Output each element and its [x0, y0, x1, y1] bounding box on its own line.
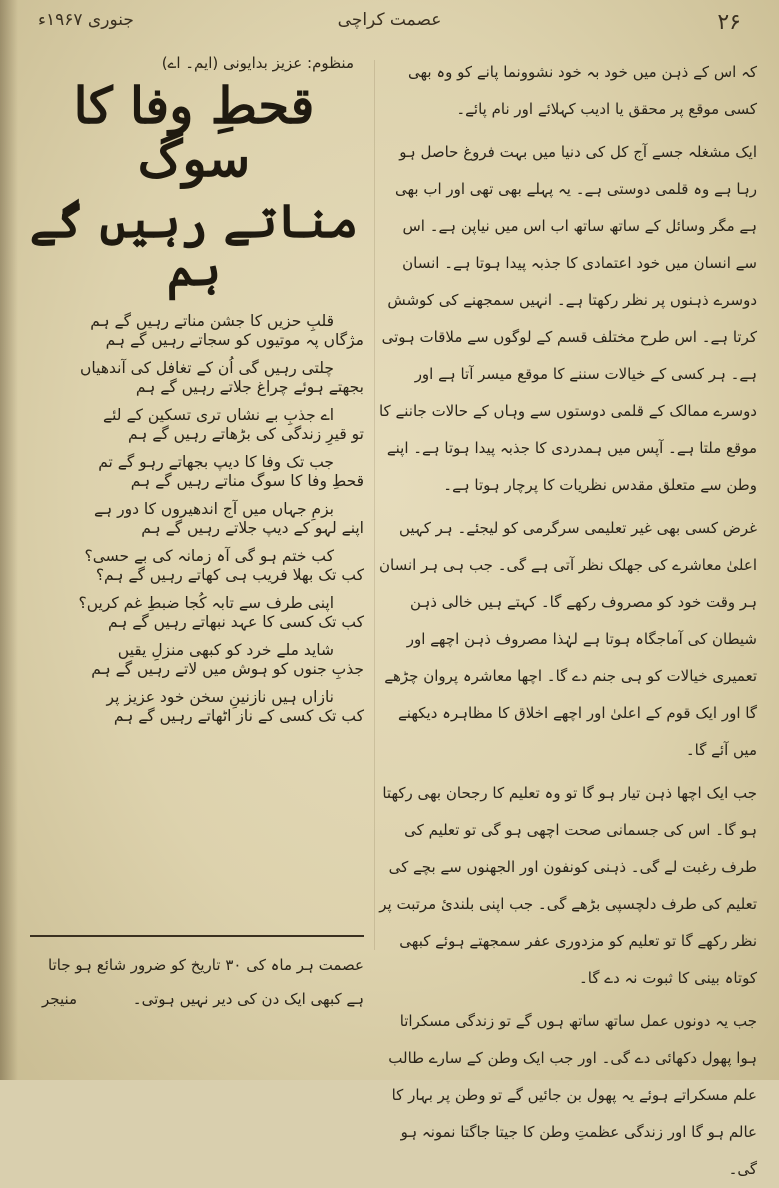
- issue-date: جنوری ۱۹۶۷ء: [38, 10, 134, 30]
- verse-line: کب تک کسی کے ناز اٹھاتے رہیں گے ہم: [113, 706, 364, 725]
- verse-line: قحطِ وفا کا سوگ مناتے رہیں گے ہم: [130, 471, 364, 490]
- poem-couplet: [24, 359, 364, 397]
- verse-line: تو قیرِ زندگی کی بڑھاتے رہیں گے ہم: [127, 424, 364, 443]
- verse-line: کب تک بھلا فریب ہی کھاتے رہیں گے ہم؟: [95, 565, 364, 584]
- verse-line: جب تک وفا کا دیپ بجھاتے رہو گے تم: [98, 452, 334, 471]
- verse-line: کب تک کسی کا عہد نبھاتے رہیں گے ہم: [107, 612, 364, 631]
- poem-couplet: [24, 453, 364, 491]
- article-paragraph: کہ اس کے ذہن میں خود بہ خود نشوونما پانے کو وہ بھی کسی موقع پر محقق یا ادیب کہلائے اور نام پائے۔: [408, 63, 757, 118]
- poem-author: منظوم: عزیز بدایونی (ایم۔ اے): [161, 54, 354, 72]
- verse-line: بجھتے ہوئے چراغ جلاتے رہیں گے ہم: [135, 377, 364, 396]
- verse-line: کب ختم ہو گی آہ زمانہ کی بے حسی؟: [84, 546, 334, 565]
- poem-title-line2: مناتے رہیں گے ہم: [29, 194, 359, 297]
- page-number: ۲۶: [717, 10, 741, 35]
- poem-couplet: [24, 547, 364, 585]
- notice-signature: منیجر: [42, 990, 78, 1008]
- article-column: [377, 54, 757, 1178]
- notice-text: عصمت ہر ماہ کی ۳۰ تاریخ کو ضرور شائع ہو جاتا ہے کبھی ایک دن کی دیر نہیں ہوتی۔: [48, 956, 364, 1008]
- verse-line: بزمِ جہاں میں آج اندھیروں کا دور ہے: [94, 499, 334, 518]
- page-edge-shadow: [0, 0, 18, 1080]
- poem-couplet: [24, 500, 364, 538]
- poem-couplet: [24, 594, 364, 632]
- poem-couplet: [24, 688, 364, 726]
- column-divider: [374, 60, 375, 950]
- verse-line: شاید ملے خرد کو کبھی منزلِ یقیں: [117, 640, 334, 659]
- verse-line: اپنے لہو کے دیپ جلاتے رہیں گے ہم: [141, 518, 364, 537]
- verse-line: اے جذبِ بے نشاں تری تسکین کے لئے: [103, 405, 334, 424]
- verse-line: جذبِ جنوں کو ہوش میں لاتے رہیں گے ہم: [91, 659, 364, 678]
- magazine-name: عصمت کراچی: [337, 10, 442, 30]
- publication-notice: [30, 948, 364, 1016]
- article-paragraph: غرض کسی بھی غیر تعلیمی سرگرمی کو لیجئے۔ ہر کہیں اعلیٰ معاشرے کی جھلک نظر آتی ہے گی۔ جب ہی ہر انسان ہر وقت خود کو مصروف رکھے گا۔ کہتے ہیں خالی ذہن شیطان کی آماجگاہ ہوتا ہے لہٰذا مصروف ذہن اچھے اور تعمیری خیالات کو ہی جنم دے گا۔ اچھا معاشرہ پروان چڑھے گا اور ایک قوم کے اعلیٰ اور اچھے اخلاق کا مظاہرہ دیکھنے میں آئے گا۔: [378, 519, 757, 759]
- article-paragraph: جب یہ دونوں عمل ساتھ ساتھ ہوں گے تو زندگی مسکراتا ہوا پھول دکھائی دے گی۔ اور جب ایک وطن کے سارے طالب علم مسکراتے ہوئے یہ پھول بن جائیں گے تو وطن پر بہار کا عالم ہو گا اور زندگی عظمتِ وطن کا جیتا جاگتا نمونہ ہو گی۔: [388, 1012, 757, 1178]
- page-header: [30, 6, 749, 42]
- verse-line: اپنی طرف سے تابہ کُجا ضبطِ غم کریں؟: [78, 593, 334, 612]
- poem-couplet: [24, 641, 364, 679]
- poem-couplet: [24, 406, 364, 444]
- verse-line: چلتی رہیں گی اُن کے تغافل کی آندھیاں: [80, 358, 334, 377]
- poem-title-line1: قحطِ وفا کا سوگ: [73, 76, 315, 188]
- article-paragraph: جب ایک اچھا ذہن تیار ہو گا تو وہ تعلیم کا رجحان بھی رکھتا ہو گا۔ اس کی جسمانی صحت اچھی ہو گی تو تعلیم کی طرف رغبت لے گی۔ ذہنی کونفون اور الجھنوں سے بچے کی تعلیم کی طرف دلچسپی بڑھے گی۔ جب اپنی بلندئ مرتبت پر نظر رکھے گا تو تعلیم کو مزدوری عفر سمجھتے ہوئے کبھی کوتاہ بینی کا ثبوت نہ دے گا۔: [379, 784, 757, 987]
- verse-line: قلبِ حزیں کا جشن مناتے رہیں گے ہم: [90, 311, 334, 330]
- poem-couplet: [24, 312, 364, 350]
- verse-line: مژگاں پہ موتیوں کو سجاتے رہیں گے ہم: [105, 330, 364, 349]
- notice-divider: [30, 935, 364, 937]
- article-paragraph: ایک مشغلہ جسے آج کل کی دنیا میں بہت فروغ حاصل ہو رہا ہے وہ قلمی دوستی ہے۔ یہ پہلے بھی تھی اور اب بھی ہے مگر وسائل کے ساتھ ساتھ اب اس میں نیاپن ہے۔ اس سے انسان میں خود اعتمادی کا جذبہ پیدا ہوتا ہے۔ انسان دوسرے ذہنوں پر نظر رکھتا ہے۔ انہیں سمجھنے کی کوشش کرتا ہے۔ اس طرح مختلف قسم کے لوگوں سے ملاقات ہوتی ہے۔ ہر کسی کے خیالات سننے کا موقع میسر آتا ہے اور دوسرے ممالک کے قلمی دوستوں سے وہاں کے حالات جاننے کا موقع ملتا ہے۔ آپس میں ہمدردی کا جذبہ پیدا ہوتا ہے۔ اپنے وطن سے متعلق مقدس نظریات کا پرچار ہوتا ہے۔: [378, 143, 757, 494]
- verse-line: نازاں ہیں نازنینِ سخن خود عزیز پر: [106, 687, 334, 706]
- poem-column: [24, 54, 364, 1060]
